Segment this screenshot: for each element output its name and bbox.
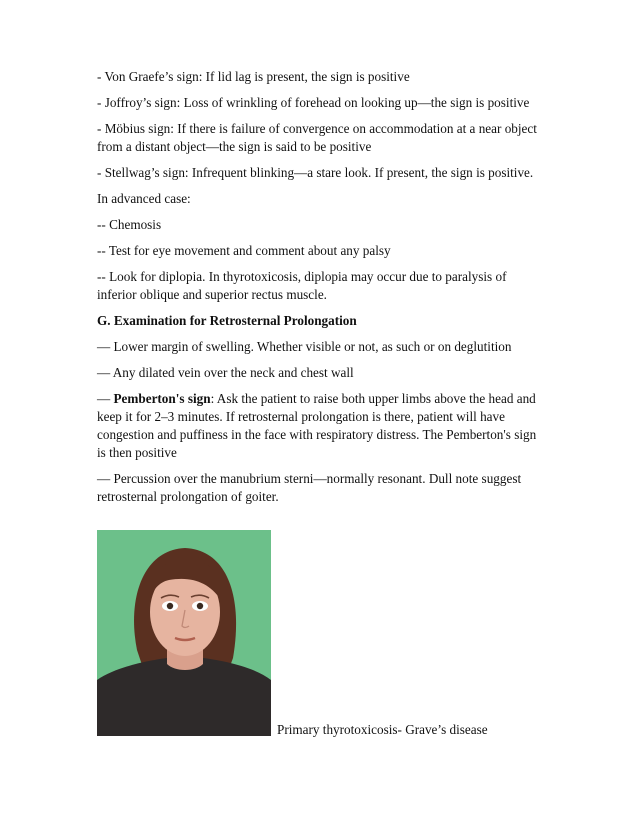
text-line-mobius: - Möbius sign: If there is failure of convergence on accommodation at a near object from a distant object—the sign is said to be positive <box>97 121 537 154</box>
em-dash: — <box>97 365 111 380</box>
item-text: Any dilated vein over the neck and chest wall <box>110 365 354 380</box>
patient-photo-illustration <box>97 530 271 736</box>
list-item-percussion <box>97 470 537 506</box>
document-body <box>97 68 537 514</box>
item-text: Lower margin of swelling. Whether visible or not, as such or on deglutition <box>110 339 512 354</box>
list-item-dilated-vein <box>97 364 537 382</box>
item-text: Percussion over the manubrium sterni—normally resonant. Dull note suggest retrosternal prolongation of goiter. <box>97 471 522 504</box>
text-line-diplopia: -- Look for diplopia. In thyrotoxicosis, diplopia may occur due to paralysis of inferior oblique and superior rectus muscle. <box>97 269 507 302</box>
figure-caption: Primary thyrotoxicosis- Grave’s disease <box>277 722 488 737</box>
text-line-advanced-case: In advanced case: <box>97 191 191 206</box>
text-line-eye-movement: -- Test for eye movement and comment about any palsy <box>97 243 391 258</box>
em-dash: — <box>97 391 111 406</box>
item-text: : Ask the patient to raise both upper limbs above the head and keep it for 2–3 minutes. If retrosternal prolongation is there, patient will have congestion and puffiness in the face with respiratory distress. The Pemberton's sign is then positive <box>97 391 537 460</box>
section-heading: G. Examination for Retrosternal Prolongation <box>97 313 357 328</box>
text-line-chemosis: -- Chemosis <box>97 217 162 232</box>
list-item-pemberton <box>97 390 537 462</box>
list-item-lower-margin <box>97 338 537 356</box>
pemberton-term: Pemberton's sign <box>113 391 211 406</box>
text-line-stellwag: - Stellwag’s sign: Infrequent blinking—a stare look. If present, the sign is positive. <box>97 165 534 180</box>
em-dash: — <box>97 339 111 354</box>
text-line-joffroy: - Joffroy’s sign: Loss of wrinkling of forehead on looking up—the sign is positive <box>97 95 530 110</box>
patient-photo <box>97 530 271 736</box>
em-dash: — <box>97 471 111 486</box>
text-line-von-graefe: - Von Graefe’s sign: If lid lag is present, the sign is positive <box>97 69 410 84</box>
